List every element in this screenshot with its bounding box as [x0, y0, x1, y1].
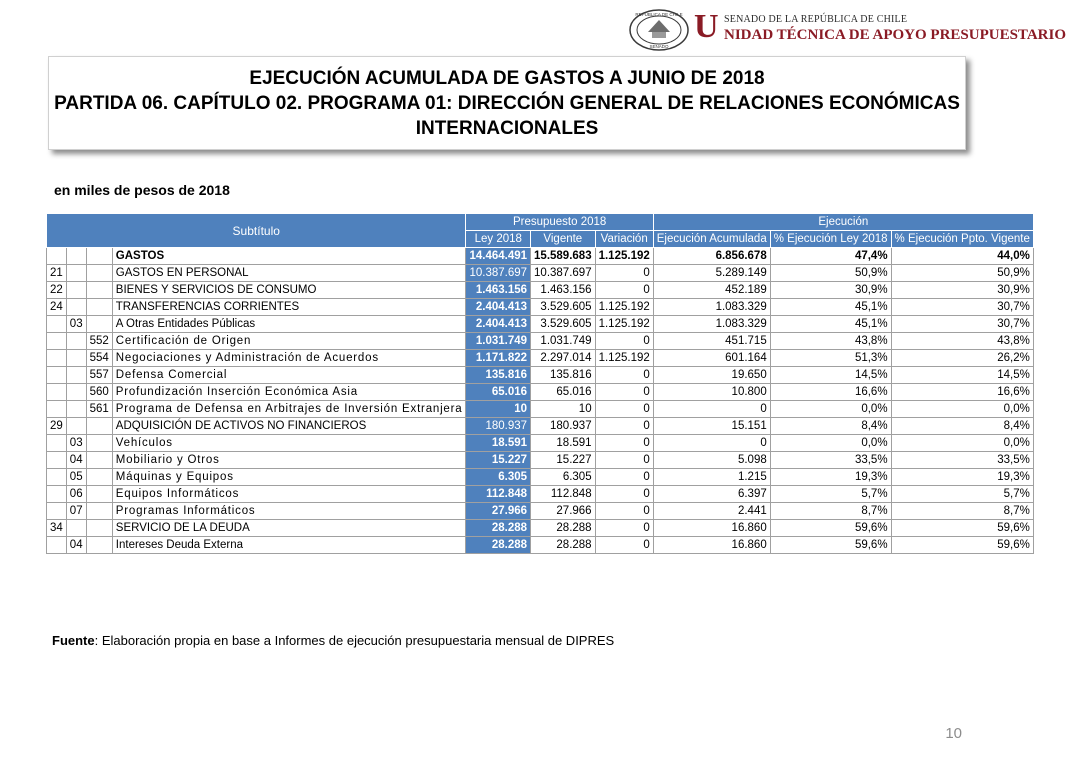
concept-cell: Defensa Comercial: [112, 367, 466, 384]
table-row: [47, 299, 1034, 316]
title-line-3: INTERNACIONALES: [415, 118, 599, 139]
ejecucion-cell: 19.650: [653, 367, 770, 384]
ejecucion-cell: 601.164: [653, 350, 770, 367]
ley-cell: 1.031.749: [466, 333, 531, 350]
subtitulo-cell: [47, 452, 67, 469]
subtitulo-cell: [47, 401, 67, 418]
ley-cell: 1.463.156: [466, 282, 531, 299]
item-cell: 06: [66, 486, 86, 503]
pct-vigente-cell: 5,7%: [891, 486, 1033, 503]
pct-vigente-cell: 16,6%: [891, 384, 1033, 401]
concept-cell: Profundización Inserción Económica Asia: [112, 384, 466, 401]
pct-vigente-cell: 33,5%: [891, 452, 1033, 469]
ejecucion-cell: 0: [653, 435, 770, 452]
ley-cell: 28.288: [466, 537, 531, 554]
pct-ley-cell: 0,0%: [770, 435, 891, 452]
asignacion-cell: [86, 435, 112, 452]
ley-cell: 10: [466, 401, 531, 418]
pct-ley-cell: 45,1%: [770, 316, 891, 333]
variacion-cell: 0: [595, 520, 653, 537]
ejecucion-cell: 452.189: [653, 282, 770, 299]
subtitulo-cell: 21: [47, 265, 67, 282]
vigente-cell: 65.016: [531, 384, 596, 401]
variacion-cell: 0: [595, 435, 653, 452]
pct-vigente-cell: 30,9%: [891, 282, 1033, 299]
header-vigente: Vigente: [531, 231, 596, 248]
header-ejecucion: Ejecución: [653, 214, 1033, 231]
pct-ley-cell: 45,1%: [770, 299, 891, 316]
pct-ley-cell: 59,6%: [770, 520, 891, 537]
ley-cell: 65.016: [466, 384, 531, 401]
senate-seal-icon: [628, 8, 690, 52]
vigente-cell: 112.848: [531, 486, 596, 503]
vigente-cell: 27.966: [531, 503, 596, 520]
variacion-cell: 1.125.192: [595, 316, 653, 333]
subtitulo-cell: [47, 350, 67, 367]
item-cell: 07: [66, 503, 86, 520]
variacion-cell: 0: [595, 486, 653, 503]
ejecucion-cell: 16.860: [653, 537, 770, 554]
pct-vigente-cell: 50,9%: [891, 265, 1033, 282]
ejecucion-cell: 1.215: [653, 469, 770, 486]
senate-logo: [628, 6, 1066, 56]
budget-table-body: [47, 248, 1034, 554]
item-cell: [66, 418, 86, 435]
table-row: [47, 333, 1034, 350]
variacion-cell: 0: [595, 537, 653, 554]
concept-cell: ADQUISICIÓN DE ACTIVOS NO FINANCIEROS: [112, 418, 466, 435]
ley-cell: 10.387.697: [466, 265, 531, 282]
variacion-cell: 0: [595, 265, 653, 282]
pct-ley-cell: 0,0%: [770, 401, 891, 418]
asignacion-cell: [86, 486, 112, 503]
header-ley: Ley 2018: [466, 231, 531, 248]
asignacion-cell: [86, 265, 112, 282]
asignacion-cell: [86, 282, 112, 299]
logo-senate-name: SENADO DE LA REPÚBLICA DE CHILE: [724, 14, 908, 25]
table-row: [47, 452, 1034, 469]
subtitulo-cell: [47, 469, 67, 486]
asignacion-cell: [86, 503, 112, 520]
ejecucion-cell: 6.856.678: [653, 248, 770, 265]
header-subtitulo: Subtítulo: [47, 214, 466, 248]
item-cell: 04: [66, 452, 86, 469]
vigente-cell: 3.529.605: [531, 316, 596, 333]
item-cell: [66, 401, 86, 418]
page-number: 10: [945, 725, 962, 742]
concept-cell: Negociaciones y Administración de Acuerdos: [112, 350, 466, 367]
vigente-cell: 135.816: [531, 367, 596, 384]
pct-vigente-cell: 44,0%: [891, 248, 1033, 265]
header-pct-ley: % Ejecución Ley 2018: [770, 231, 891, 248]
variacion-cell: 0: [595, 384, 653, 401]
item-cell: [66, 282, 86, 299]
ley-cell: 15.227: [466, 452, 531, 469]
table-row: [47, 537, 1034, 554]
ley-cell: 6.305: [466, 469, 531, 486]
table-row: [47, 350, 1034, 367]
vigente-cell: 10.387.697: [531, 265, 596, 282]
ley-cell: 2.404.413: [466, 316, 531, 333]
concept-cell: Intereses Deuda Externa: [112, 537, 466, 554]
ley-cell: 18.591: [466, 435, 531, 452]
ejecucion-cell: 5.289.149: [653, 265, 770, 282]
item-cell: [66, 350, 86, 367]
item-cell: 05: [66, 469, 86, 486]
ejecucion-cell: 2.441: [653, 503, 770, 520]
pct-vigente-cell: 14,5%: [891, 367, 1033, 384]
vigente-cell: 180.937: [531, 418, 596, 435]
ejecucion-cell: 5.098: [653, 452, 770, 469]
title-line-1: EJECUCIÓN ACUMULADA DE GASTOS A JUNIO DE 2018: [249, 68, 765, 89]
pct-ley-cell: 50,9%: [770, 265, 891, 282]
concept-cell: GASTOS EN PERSONAL: [112, 265, 466, 282]
concept-cell: Equipos Informáticos: [112, 486, 466, 503]
ley-cell: 1.171.822: [466, 350, 531, 367]
pct-vigente-cell: 0,0%: [891, 401, 1033, 418]
ejecucion-cell: 6.397: [653, 486, 770, 503]
item-cell: [66, 367, 86, 384]
asignacion-cell: [86, 418, 112, 435]
ejecucion-cell: 16.860: [653, 520, 770, 537]
table-row: [47, 265, 1034, 282]
subtitulo-cell: [47, 486, 67, 503]
variacion-cell: 0: [595, 367, 653, 384]
vigente-cell: 18.591: [531, 435, 596, 452]
budget-table: [46, 213, 1034, 554]
variacion-cell: 1.125.192: [595, 299, 653, 316]
table-row: [47, 248, 1034, 265]
pct-vigente-cell: 0,0%: [891, 435, 1033, 452]
pct-ley-cell: 19,3%: [770, 469, 891, 486]
item-cell: [66, 299, 86, 316]
table-row: [47, 316, 1034, 333]
ejecucion-cell: 10.800: [653, 384, 770, 401]
asignacion-cell: 561: [86, 401, 112, 418]
subtitulo-cell: 22: [47, 282, 67, 299]
subtitulo-cell: [47, 503, 67, 520]
svg-text:REPÚBLICA DE CHILE: REPÚBLICA DE CHILE: [635, 12, 683, 17]
ley-cell: 112.848: [466, 486, 531, 503]
subtitulo-cell: 29: [47, 418, 67, 435]
source-text: : Elaboración propia en base a Informes de ejecución presupuestaria mensual de DIPRES: [94, 633, 615, 648]
ley-cell: 135.816: [466, 367, 531, 384]
item-cell: [66, 333, 86, 350]
concept-cell: Certificación de Origen: [112, 333, 466, 350]
subtitulo-cell: 34: [47, 520, 67, 537]
table-row: [47, 435, 1034, 452]
ley-cell: 28.288: [466, 520, 531, 537]
asignacion-cell: [86, 452, 112, 469]
table-row: [47, 367, 1034, 384]
concept-cell: Programas Informáticos: [112, 503, 466, 520]
header-pct-vigente: % Ejecución Ppto. Vigente: [891, 231, 1033, 248]
ley-cell: 2.404.413: [466, 299, 531, 316]
asignacion-cell: [86, 469, 112, 486]
vigente-cell: 2.297.014: [531, 350, 596, 367]
pct-vigente-cell: 19,3%: [891, 469, 1033, 486]
concept-cell: Vehículos: [112, 435, 466, 452]
vigente-cell: 15.227: [531, 452, 596, 469]
asignacion-cell: [86, 316, 112, 333]
item-cell: [66, 248, 86, 265]
item-cell: [66, 384, 86, 401]
variacion-cell: 0: [595, 418, 653, 435]
vigente-cell: 6.305: [531, 469, 596, 486]
pct-vigente-cell: 8,7%: [891, 503, 1033, 520]
table-row: [47, 401, 1034, 418]
subtitulo-cell: [47, 435, 67, 452]
pct-ley-cell: 14,5%: [770, 367, 891, 384]
ejecucion-cell: 0: [653, 401, 770, 418]
concept-cell: Programa de Defensa en Arbitrajes de Inversión Extranjera: [112, 401, 466, 418]
ejecucion-cell: 1.083.329: [653, 299, 770, 316]
item-cell: [66, 520, 86, 537]
pct-vigente-cell: 59,6%: [891, 520, 1033, 537]
table-row: [47, 486, 1034, 503]
subtitulo-cell: [47, 316, 67, 333]
ley-cell: 180.937: [466, 418, 531, 435]
vigente-cell: 28.288: [531, 537, 596, 554]
asignacion-cell: 552: [86, 333, 112, 350]
pct-ley-cell: 51,3%: [770, 350, 891, 367]
asignacion-cell: [86, 248, 112, 265]
title-box: [48, 56, 966, 150]
title-line-2: PARTIDA 06. CAPÍTULO 02. PROGRAMA 01: DIRECCIÓN GENERAL DE RELACIONES ECONÓMICAS: [54, 93, 960, 114]
variacion-cell: 1.125.192: [595, 248, 653, 265]
asignacion-cell: 560: [86, 384, 112, 401]
concept-cell: BIENES Y SERVICIOS DE CONSUMO: [112, 282, 466, 299]
pct-ley-cell: 33,5%: [770, 452, 891, 469]
source-footer: [52, 633, 614, 648]
pct-vigente-cell: 30,7%: [891, 299, 1033, 316]
subtitulo-cell: [47, 537, 67, 554]
subtitulo-cell: [47, 384, 67, 401]
pct-ley-cell: 16,6%: [770, 384, 891, 401]
asignacion-cell: 557: [86, 367, 112, 384]
concept-cell: A Otras Entidades Públicas: [112, 316, 466, 333]
pct-vigente-cell: 8,4%: [891, 418, 1033, 435]
item-cell: 04: [66, 537, 86, 554]
pct-vigente-cell: 43,8%: [891, 333, 1033, 350]
concept-cell: TRANSFERENCIAS CORRIENTES: [112, 299, 466, 316]
concept-cell: Mobiliario y Otros: [112, 452, 466, 469]
ley-cell: 14.464.491: [466, 248, 531, 265]
concept-cell: GASTOS: [112, 248, 466, 265]
variacion-cell: 0: [595, 282, 653, 299]
source-label: Fuente: [52, 633, 95, 648]
item-cell: 03: [66, 435, 86, 452]
logo-letter-u: U: [694, 8, 719, 45]
vigente-cell: 10: [531, 401, 596, 418]
asignacion-cell: [86, 537, 112, 554]
variacion-cell: 1.125.192: [595, 350, 653, 367]
concept-cell: SERVICIO DE LA DEUDA: [112, 520, 466, 537]
variacion-cell: 0: [595, 333, 653, 350]
vigente-cell: 1.031.749: [531, 333, 596, 350]
pct-ley-cell: 8,4%: [770, 418, 891, 435]
asignacion-cell: 554: [86, 350, 112, 367]
table-row: [47, 520, 1034, 537]
pct-ley-cell: 30,9%: [770, 282, 891, 299]
vigente-cell: 3.529.605: [531, 299, 596, 316]
vigente-cell: 1.463.156: [531, 282, 596, 299]
ley-cell: 27.966: [466, 503, 531, 520]
ejecucion-cell: 451.715: [653, 333, 770, 350]
units-subtitle: en miles de pesos de 2018: [54, 182, 230, 198]
ejecucion-cell: 15.151: [653, 418, 770, 435]
subtitulo-cell: 24: [47, 299, 67, 316]
table-row: [47, 503, 1034, 520]
vigente-cell: 28.288: [531, 520, 596, 537]
asignacion-cell: [86, 520, 112, 537]
table-row: [47, 282, 1034, 299]
pct-vigente-cell: 26,2%: [891, 350, 1033, 367]
item-cell: 03: [66, 316, 86, 333]
asignacion-cell: [86, 299, 112, 316]
item-cell: [66, 265, 86, 282]
variacion-cell: 0: [595, 452, 653, 469]
header-presupuesto: Presupuesto 2018: [466, 214, 653, 231]
pct-ley-cell: 59,6%: [770, 537, 891, 554]
pct-ley-cell: 5,7%: [770, 486, 891, 503]
pct-ley-cell: 47,4%: [770, 248, 891, 265]
variacion-cell: 0: [595, 469, 653, 486]
variacion-cell: 0: [595, 401, 653, 418]
subtitulo-cell: [47, 248, 67, 265]
header-ejecucion-acumulada: Ejecución Acumulada: [653, 231, 770, 248]
variacion-cell: 0: [595, 503, 653, 520]
table-row: [47, 418, 1034, 435]
subtitulo-cell: [47, 367, 67, 384]
logo-unit-name: NIDAD TÉCNICA DE APOYO PRESUPUESTARIO: [724, 27, 1066, 43]
subtitulo-cell: [47, 333, 67, 350]
svg-text:SENADO: SENADO: [649, 44, 669, 49]
concept-cell: Máquinas y Equipos: [112, 469, 466, 486]
table-row: [47, 384, 1034, 401]
header-variacion: Variación: [595, 231, 653, 248]
pct-vigente-cell: 30,7%: [891, 316, 1033, 333]
table-row: [47, 469, 1034, 486]
ejecucion-cell: 1.083.329: [653, 316, 770, 333]
pct-ley-cell: 43,8%: [770, 333, 891, 350]
vigente-cell: 15.589.683: [531, 248, 596, 265]
pct-ley-cell: 8,7%: [770, 503, 891, 520]
pct-vigente-cell: 59,6%: [891, 537, 1033, 554]
